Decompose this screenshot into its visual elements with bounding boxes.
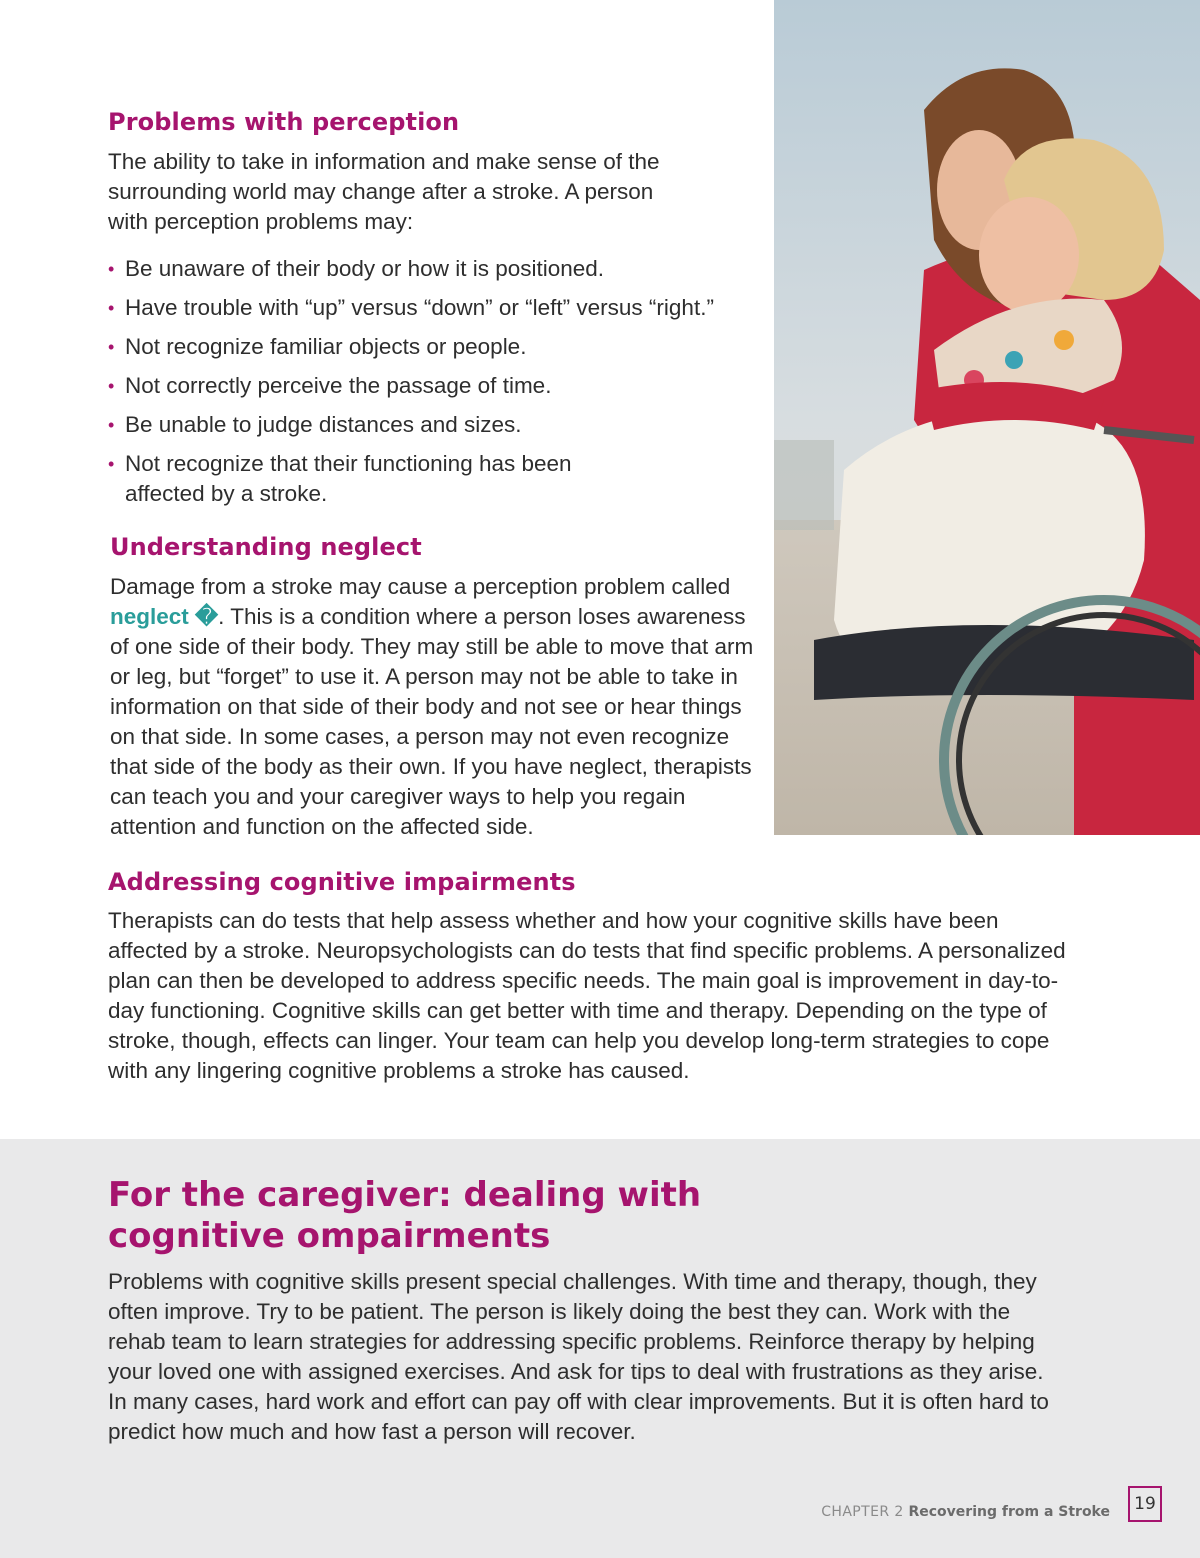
bullet-icon: • <box>108 454 115 474</box>
list-item: • Not recognize that their functioning has been affected by a stroke. <box>108 451 572 506</box>
glossary-icon[interactable]: � <box>195 604 219 629</box>
bullet-icon: • <box>108 337 115 357</box>
glossary-term-neglect[interactable]: neglect <box>110 604 189 629</box>
bullet-icon: • <box>108 259 115 279</box>
section-heading-cognitive: Addressing cognitive impairments <box>108 868 576 896</box>
section-heading-perception: Problems with perception <box>108 108 460 136</box>
list-item: • Be unaware of their body or how it is positioned. <box>108 254 758 284</box>
photo-caregiver-and-patient <box>774 0 1200 835</box>
caregiver-paragraph: Problems with cognitive skills present special challenges. With time and therapy, though, they often improve. Try to be patient. The person is likely doing the best they can. Work with the rehab team to learn strategies for addressing specific problems. Reinforce therapy by helping your loved one with assigned exercises. And ask for tips to deal with frustrations as they arise. In many cases, hard work and effort can pay off with clear improvements. But it is often hard to predict how much and how fast a person will recover. <box>108 1269 1049 1444</box>
caregiver-heading: For the caregiver: dealing with cognitive ompairments <box>108 1175 702 1256</box>
list-item: • Be unable to judge distances and sizes. <box>108 410 758 440</box>
perception-bullet-list <box>108 254 758 518</box>
bullet-icon: • <box>108 298 115 318</box>
list-item: • Have trouble with “up” versus “down” or “left” versus “right.” <box>108 293 758 323</box>
list-item: • Not correctly perceive the passage of time. <box>108 371 758 401</box>
list-item: • Not recognize familiar objects or people. <box>108 332 758 362</box>
page-footer <box>821 1504 1110 1520</box>
neglect-paragraph: Damage from a stroke may cause a perception problem called neglect �. This is a condition where a person loses awareness of one side of their body. They may still be able to move that arm or leg, but “forget” to use it. A person may not be able to take in information on that side of their body and not see or hear things on that side. In some cases, a person may not even recognize that side of the body as their own. If you have neglect, therapists can teach you and your caregiver ways to help you regain attention and function on the affected side. <box>110 574 754 839</box>
cognitive-paragraph: Therapists can do tests that help assess whether and how your cognitive skills have been affected by a stroke. Neuropsychologists can do tests that find specific problems. A personalized plan can then be developed to address specific needs. The main goal is improvement in day-to-day functioning. Cognitive skills can get better with time and therapy. Depending on the type of stroke, though, effects can linger. Your team can help you develop long-term strategies to cope with any lingering cognitive problems a stroke has caused. <box>108 908 1066 1083</box>
section-heading-neglect: Understanding neglect <box>110 533 422 561</box>
footer-chapter-title: Recovering from a Stroke <box>908 1504 1110 1520</box>
perception-intro: The ability to take in information and make sense of the surrounding world may change after a stroke. A person with perception problems may: <box>108 149 660 234</box>
caregiver-callout-box <box>0 1139 1200 1558</box>
photo-illustration <box>774 0 1200 835</box>
page-number: 19 <box>1128 1486 1162 1522</box>
footer-chapter: CHAPTER 2 <box>821 1504 904 1520</box>
bullet-icon: • <box>108 415 115 435</box>
bullet-icon: • <box>108 376 115 396</box>
